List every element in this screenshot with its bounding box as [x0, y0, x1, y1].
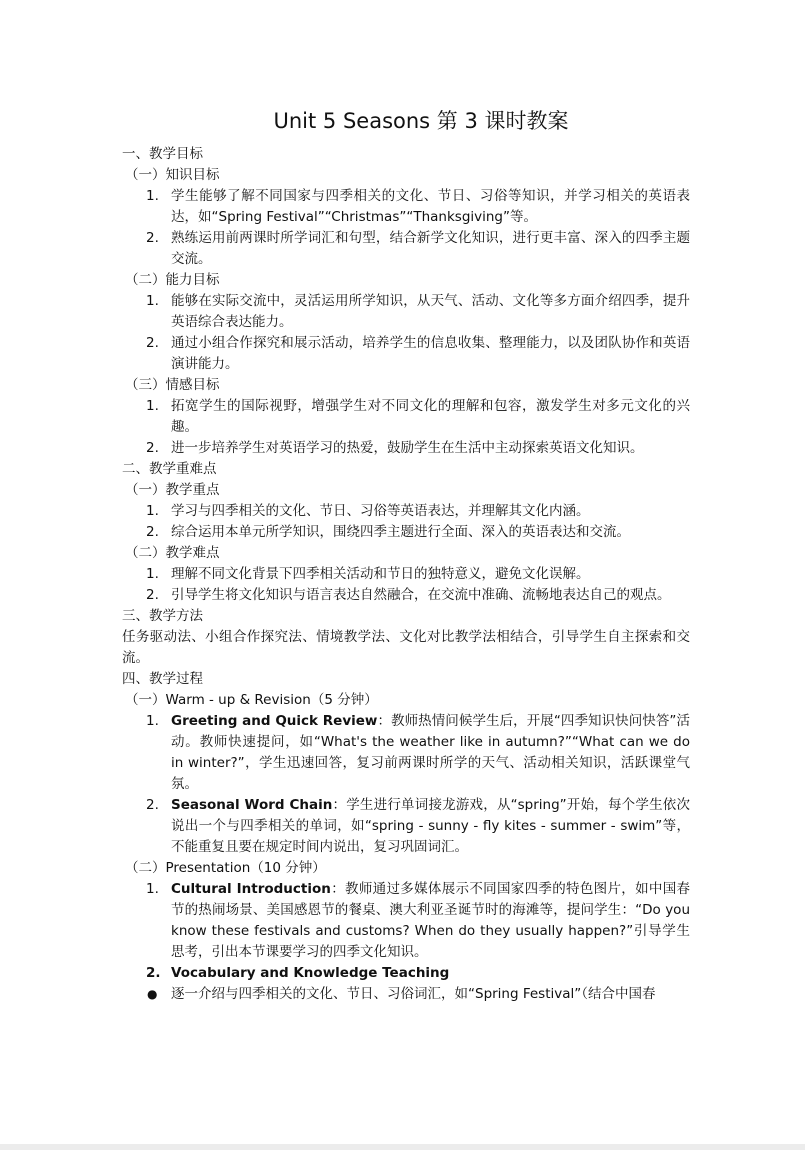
list-item-text: 综合运用本单元所学知识，围绕四季主题进行全面、深入的英语表达和交流。 — [171, 524, 630, 540]
list-number: 1. — [146, 293, 159, 309]
subsection-knowledge: （一）知识目标 — [125, 167, 220, 183]
list-item — [122, 186, 690, 228]
list-item-text: 学习与四季相关的文化、节日、习俗等英语表达，并理解其文化内涵。 — [171, 503, 590, 519]
list-item — [122, 585, 690, 606]
subsection-focus: （一）教学重点 — [125, 482, 220, 498]
page-title: Unit 5 Seasons 第 3 课时教案 — [273, 109, 569, 133]
list-item-text: ：教师热情问候学生后，开展“四季知识快问快答”活动。教师快速提问，如“What's the weather like in autumn?”“What can we do in winter?”，学生迅速回答，复习前两课时所学的天气、活动相关知识，活跃课堂气氛。 — [171, 713, 690, 792]
list-item-text: 引导学生将文化知识与语言表达自然融合，在交流中准确、流畅地表达自己的观点。 — [171, 587, 671, 603]
list-number: 2. — [146, 230, 159, 246]
list-item — [122, 963, 690, 984]
list-item-text: ：教师通过多媒体展示不同国家四季的特色图片，如中国春节的热闹场景、美国感恩节的餐桌、澳大利亚圣诞节时的海滩等，提问学生：“Do you know these festivals and customs? When do they usually happen?”引导学生思考，引出本节课要学习的四季文化知识。 — [171, 881, 690, 960]
list-item — [122, 396, 690, 438]
list-item-text: 拓宽学生的国际视野，增强学生对不同文化的理解和包容，激发学生对多元文化的兴趣。 — [171, 398, 690, 435]
page-bottom-edge — [0, 1144, 805, 1150]
list-number: 1. — [146, 713, 159, 729]
list-item — [122, 438, 690, 459]
list-number: 2. — [146, 797, 159, 813]
section-heading-methods: 三、教学方法 — [122, 608, 203, 624]
bullet-dot: ● — [147, 987, 158, 1001]
list-item-text: 熟练运用前两课时所学词汇和句型，结合新学文化知识，进行更丰富、深入的四季主题交流。 — [171, 230, 690, 267]
list-item-text: 通过小组合作探究和展示活动，培养学生的信息收集、整理能力，以及团队协作和英语演讲能力。 — [171, 335, 690, 372]
methods-paragraph: 任务驱动法、小组合作探究法、情境教学法、文化对比教学法相结合，引导学生自主探索和交流。 — [122, 629, 690, 666]
list-item — [122, 795, 690, 858]
section-heading-key-points: 二、教学重难点 — [122, 461, 217, 477]
list-item-text: ：学生进行单词接龙游戏，从“spring”开始，每个学生依次说出一个与四季相关的单词，如“spring - sunny - fly kites - summer - swim”等，不能重复且要在规定时间内说出，复习巩固词汇。 — [171, 797, 690, 855]
list-item-text: 进一步培养学生对英语学习的热爱，鼓励学生在生活中主动探索英语文化知识。 — [171, 440, 644, 456]
subsection-warm-up: （一）Warm - up & Revision（5 分钟） — [125, 692, 378, 708]
bullet-item-text: 逐一介绍与四季相关的文化、节日、习俗词汇，如“Spring Festival”（结合中国春 — [171, 986, 656, 1002]
list-number: 2. — [146, 524, 159, 540]
list-item-text: 学生能够了解不同国家与四季相关的文化、节日、习俗等知识，并学习相关的英语表达，如“Spring Festival”“Christmas”“Thanksgiving”等。 — [171, 188, 690, 225]
subsection-ability: （二）能力目标 — [125, 272, 220, 288]
list-item-heading: Vocabulary and Knowledge Teaching — [171, 965, 450, 981]
list-item-heading: Greeting and Quick Review — [171, 713, 378, 729]
document-content — [122, 106, 690, 1005]
subsection-emotion: （三）情感目标 — [125, 377, 220, 393]
list-number: 1. — [146, 503, 159, 519]
list-item — [122, 333, 690, 375]
list-item — [122, 501, 690, 522]
list-item — [122, 522, 690, 543]
list-number: 2. — [146, 440, 159, 456]
section-heading-objectives: 一、教学目标 — [122, 146, 203, 162]
list-item-heading: Seasonal Word Chain — [171, 797, 333, 813]
list-item — [122, 879, 690, 963]
list-item-text: 能够在实际交流中，灵活运用所学知识，从天气、活动、文化等多方面介绍四季，提升英语综合表达能力。 — [171, 293, 690, 330]
bullet-item — [122, 984, 690, 1005]
list-item — [122, 564, 690, 585]
list-item-heading: Cultural Introduction — [171, 881, 331, 897]
section-heading-process: 四、教学过程 — [122, 671, 203, 687]
list-number: 2. — [146, 965, 161, 981]
subsection-difficulty: （二）教学难点 — [125, 545, 220, 561]
list-number: 2. — [146, 335, 159, 351]
list-item-text: 理解不同文化背景下四季相关活动和节日的独特意义，避免文化误解。 — [171, 566, 590, 582]
subsection-presentation: （二）Presentation（10 分钟） — [125, 860, 326, 876]
list-item — [122, 228, 690, 270]
list-item — [122, 291, 690, 333]
list-number: 1. — [146, 881, 159, 897]
list-number: 2. — [146, 587, 159, 603]
list-number: 1. — [146, 188, 159, 204]
list-number: 1. — [146, 398, 159, 414]
list-number: 1. — [146, 566, 159, 582]
list-item — [122, 711, 690, 795]
